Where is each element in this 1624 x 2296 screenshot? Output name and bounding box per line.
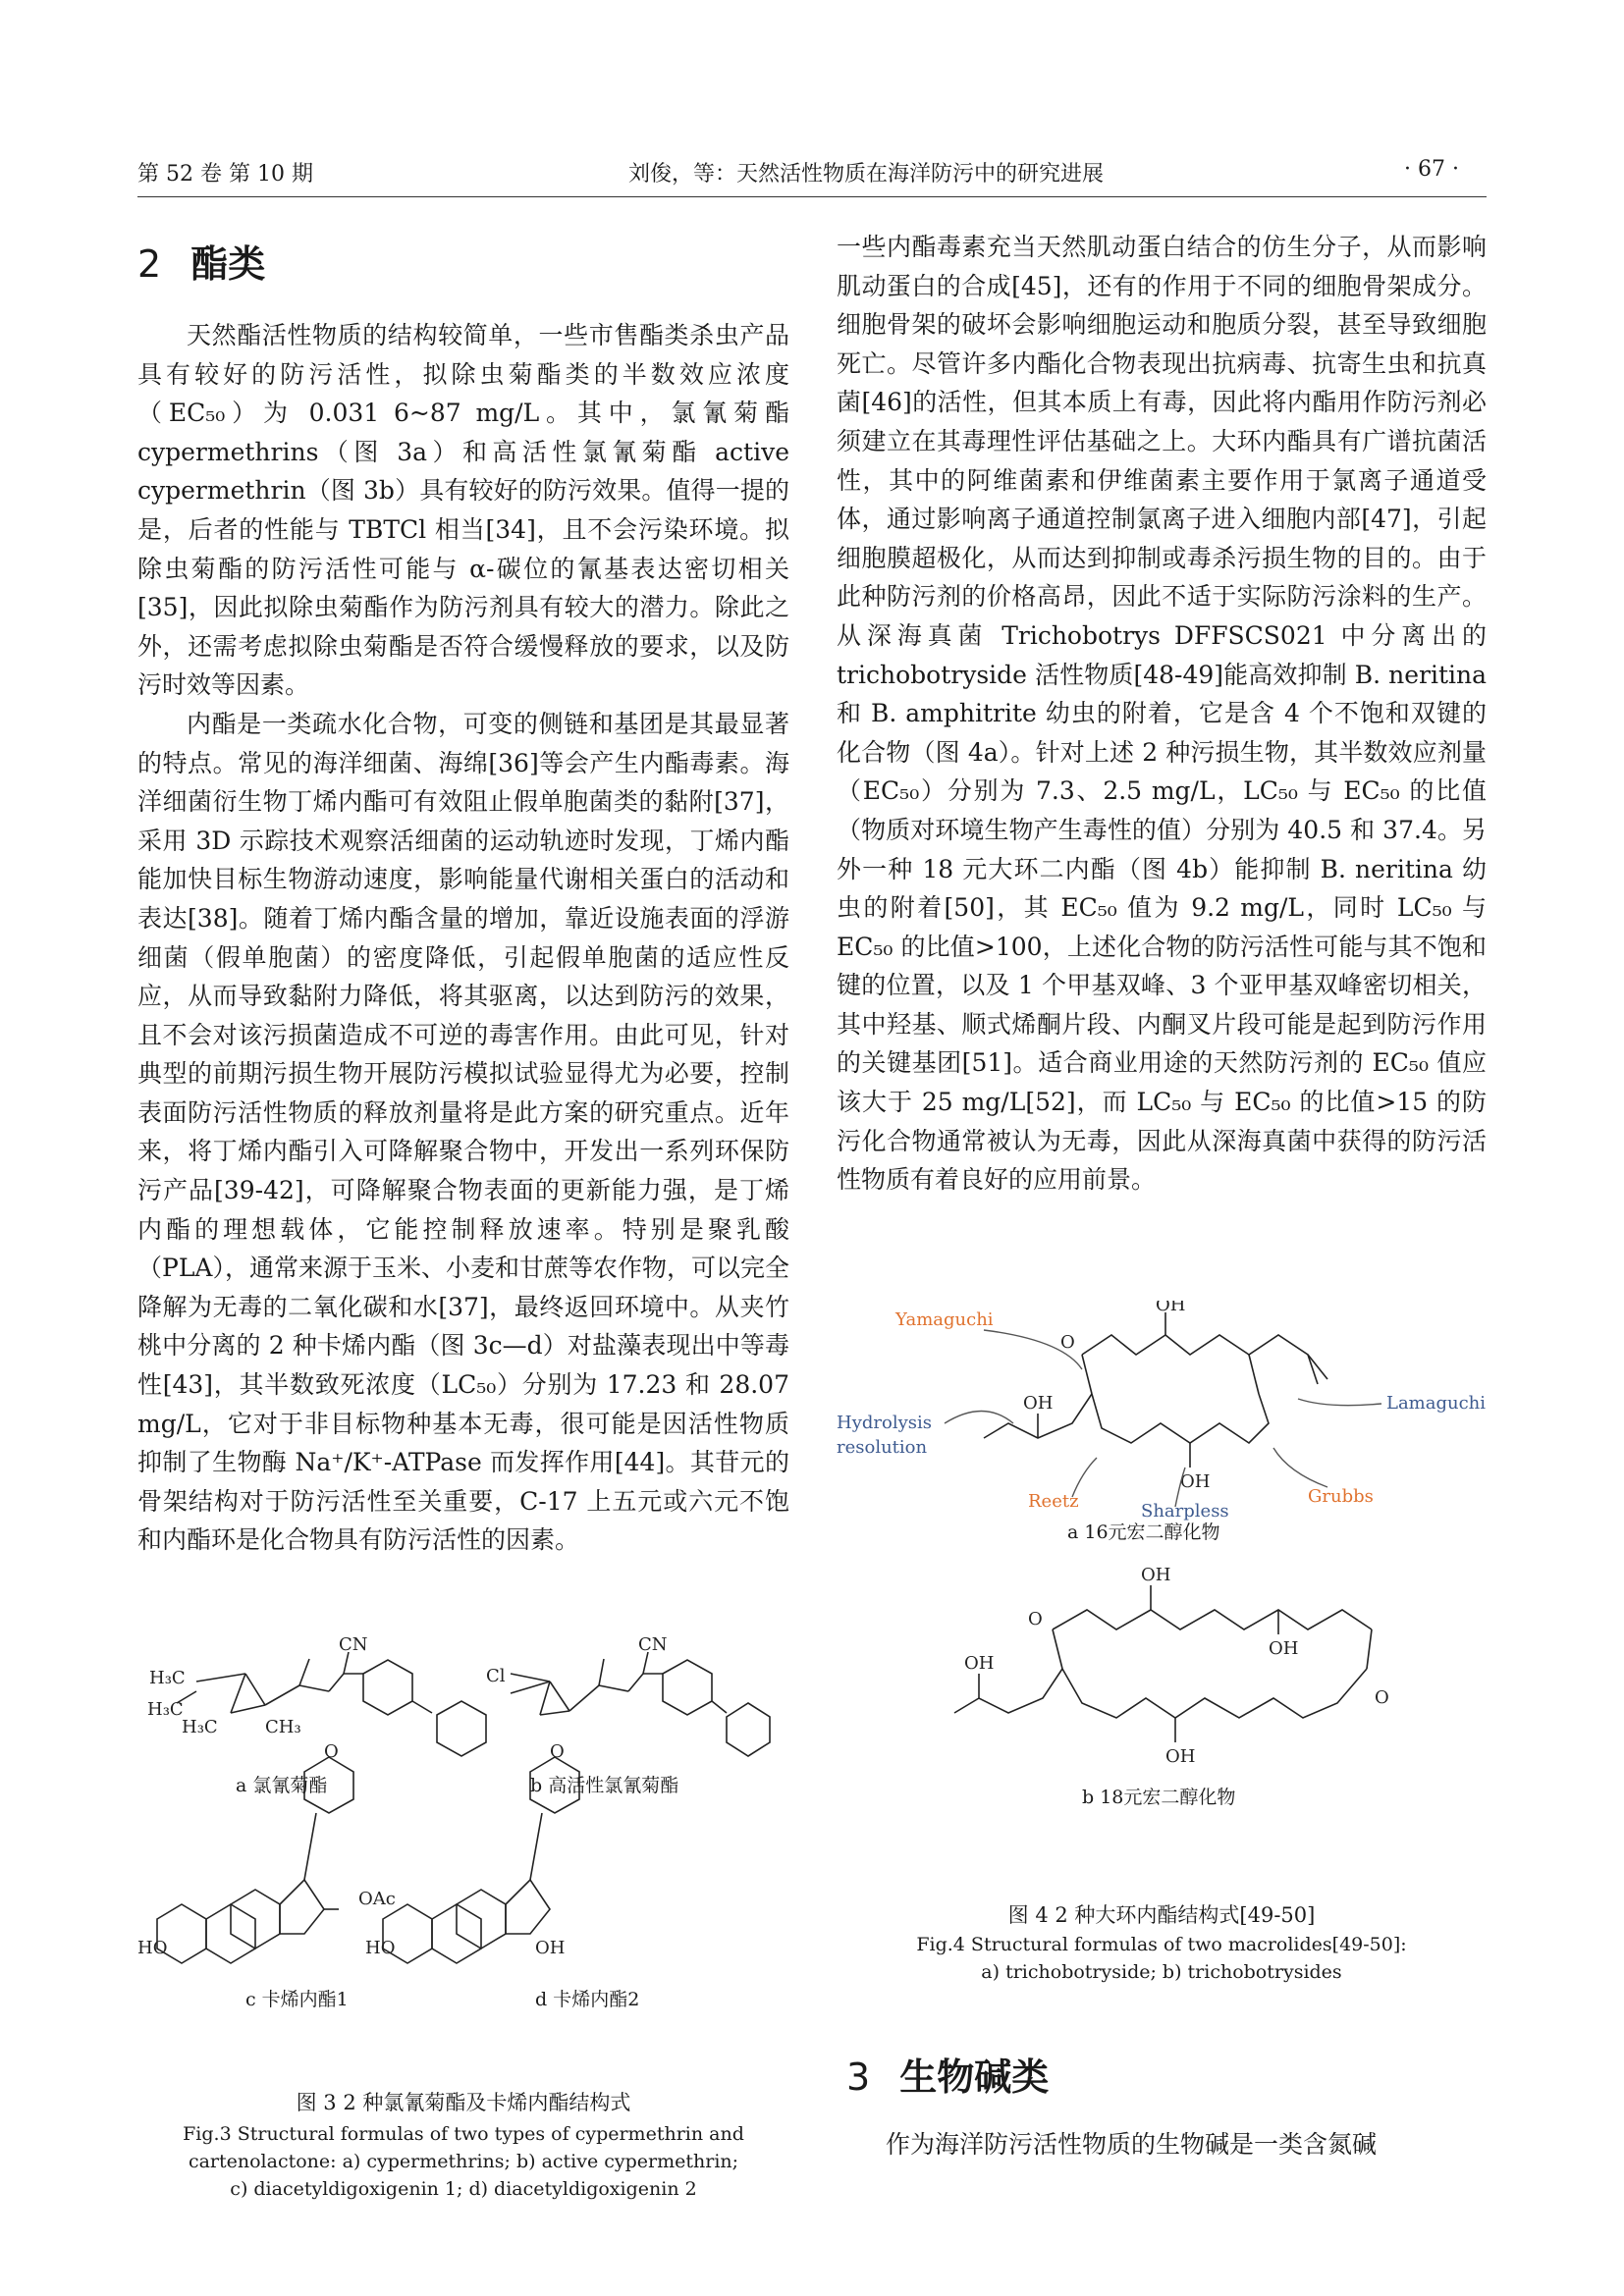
atom-label: H₃C: [149, 1668, 186, 1688]
page-number: · 67 ·: [1404, 157, 1459, 182]
atom-label: OH: [1023, 1393, 1054, 1414]
paragraph: 天然酯活性物质的结构较简单，一些市售酯类杀虫产品具有较好的防污活性，拟除虫菊酯类的半数效应浓度（EC₅₀）为 0.031 6~87 mg/L。其中，氯氰菊酯 cypermethrins（图 3a）和高活性氯氰菊酯 active cypermethrin（图 3b）具有较好的防污效果。值得一提的是，后者的性能与 TBTCl 相当[34]，且不会污染环境。拟除虫菊酯的防污活性可能与 α-碳位的氰基表达密切相关[35]，因此拟除虫菊酯作为防污剂具有较大的潜力。除此之外，还需考虑拟除虫菊酯是否符合缓慢释放的要求，以及防污时效等因素。: [137, 321, 789, 700]
paragraph: 内酯是一类疏水化合物，可变的侧链和基团是其最显著的特点。常见的海洋细菌、海绵[36]等会产生内酯毒素。海洋细菌衍生物丁烯内酯可有效阻止假单胞菌类的黏附[37]，采用 3D 示踪技术观察活细菌的运动轨迹时发现，丁烯内酯能加快目标生物游动速度，影响能量代谢相关蛋白的活动和表达[38]。随着丁烯内酯含量的增加，靠近设施表面的浮游细菌（假单胞菌）的密度降低，引起假单胞菌的适应性反应，从而导致黏附力降低，将其驱离，以达到防污的效果，且不会对该污损菌造成不可逆的毒害作用。由此可见，针对典型的前期污损生物开展防污模拟试验显得尤为必要，控制表面防污活性物质的释放剂量将是此方案的研究重点。近年来，将丁烯内酯引入可降解聚合物中，开发出一系列环保防污产品[39-42]，可降解聚合物表面的更新能力强，是丁烯内酯的理想载体，它能控制释放速率。特别是聚乳酸（PLA），通常来源于玉米、小麦和甘蔗等农作物，可以完全降解为无毒的二氧化碳和水[37]，最终返回环境中。从夹竹桃中分离的 2 种卡烯内酯（图 3c—d）对盐藻表现出中等毒性[43]，其半数致死浓度（LC₅₀）分别为 17.23 和 28.07 mg/L，它对于非目标物种基本无毒，很可能是因活性物质抑制了生物酶 Na⁺/K⁺-ATPase 而发挥作用[44]。其苷元的骨架结构对于防污活性至关重要，C-17 上五元或六元不饱和内酯环是化合物具有防污活性的因素。: [137, 709, 789, 1555]
atom-label: OH: [1141, 1565, 1171, 1585]
atom-label: O: [550, 1741, 565, 1762]
atom-label: H₃C: [147, 1699, 184, 1720]
atom-label: OH: [1269, 1638, 1299, 1659]
atom-label: OH: [1180, 1471, 1211, 1492]
left-column-text: [137, 316, 789, 1560]
running-header-title: 刘俊，等：天然活性物质在海洋防污中的研究进展: [628, 162, 1105, 187]
figure-3-structures: [137, 1634, 789, 2086]
subfigure-label: d 卡烯内酯2: [535, 1989, 640, 2010]
section-title: 酯类: [190, 242, 266, 286]
atom-label: O: [324, 1741, 339, 1762]
atom-label: H₃C: [182, 1717, 218, 1737]
reaction-label: Grubbs: [1308, 1486, 1374, 1507]
caption-line: Fig.4 Structural formulas of two macrolides[49-50]:: [916, 1934, 1407, 1955]
atom-label: CN: [638, 1634, 668, 1655]
atom-label: CH₃: [265, 1717, 301, 1737]
section-number: 3: [846, 2056, 871, 2099]
section-title: 生物碱类: [899, 2056, 1050, 2099]
atom-label: OH: [1156, 1301, 1186, 1315]
figure-3: [137, 1634, 789, 2086]
reaction-label: Sharpless: [1141, 1501, 1229, 1522]
atom-label: O: [1375, 1687, 1389, 1708]
subfigure-label: a 氯氰菊酯: [236, 1775, 328, 1796]
atom-label: O: [1060, 1332, 1075, 1353]
caption-line: c) diacetyldigoxigenin 1; d) diacetyldigoxigenin 2: [230, 2178, 697, 2200]
reaction-label: Lamaguchi: [1386, 1393, 1487, 1414]
subfigure-label: b 18元宏二醇化物: [1082, 1787, 1236, 1808]
paragraph: 一些内酯毒素充当天然肌动蛋白结合的仿生分子，从而影响肌动蛋白的合成[45]，还有的作用于不同的细胞骨架成分。细胞骨架的破坏会影响细胞运动和胞质分裂，甚至导致细胞死亡。尽管许多内酯化合物表现出抗病毒、抗寄生虫和抗真菌[46]的活性，但其本质上有毒，因此将内酯用作防污剂必须建立在其毒理性评估基础之上。大环内酯具有广谱抗菌活性，其中的阿维菌素和伊维菌素主要作用于氯离子通道受体，通过影响离子通道控制氯离子进入细胞内部[47]，引起细胞膜超极化，从而达到抑制或毒杀污损生物的目的。由于此种防污剂的价格高昂，因此不适于实际防污涂料的生产。从深海真菌 Trichobotrys DFFSCS021 中分离出的 trichobotryside 活性物质[48-49]能高效抑制 B. neritina 和 B. amphitrite 幼虫的附着，它是含 4 个不饱和双键的化合物（图 4a）。针对上述 2 种污损生物，其半数效应剂量（EC₅₀）分别为 7.3、2.5 mg/L，LC₅₀ 与 EC₅₀ 的比值（物质对环境生物产生毒性的值）分别为 40.5 和 37.4。另外一种 18 元大环二内酯（图 4b）能抑制 B. neritina 幼虫的附着[50]，其 EC₅₀ 值为 9.2 mg/L，同时 LC₅₀ 与 EC₅₀ 的比值>100，上述化合物的防污活性可能与其不饱和键的位置，以及 1 个甲基双峰、3 个亚甲基双峰密切相关，其中羟基、顺式烯酮片段、内酮叉片段可能是起到防污作用的关键基团[51]。适合商业用途的天然防污剂的 EC₅₀ 值应该大于 25 mg/L[52]，而 LC₅₀ 与 EC₅₀ 的比值>15 的防污化合物通常被认为无毒，因此从深海真菌中获得的防污活性物质有着良好的应用前景。: [837, 233, 1487, 1195]
reaction-label: resolution: [837, 1437, 928, 1458]
header-rule: [137, 196, 1487, 197]
reaction-label: Hydrolysis: [837, 1413, 932, 1433]
atom-label: OAc: [358, 1889, 396, 1909]
caption-line: cartenolactone: a) cypermethrins; b) active cypermethrin;: [188, 2151, 739, 2172]
figure-4: [837, 1301, 1487, 1909]
atom-label: HO: [137, 1938, 168, 1958]
figure-3-caption-cn: 图 3 2 种氯氰菊酯及卡烯内酯结构式: [296, 2091, 631, 2114]
running-header-volume: 第 52 卷 第 10 期: [137, 162, 313, 187]
caption-line: Fig.3 Structural formulas of two types of cypermethrin and: [183, 2123, 744, 2145]
reaction-label: Reetz: [1028, 1491, 1079, 1512]
atom-label: CN: [339, 1634, 368, 1655]
figure-4-structures: [837, 1301, 1487, 1909]
atom-label: Cl: [486, 1666, 506, 1686]
subfigure-label: c 卡烯内酯1: [245, 1989, 349, 2010]
atom-label: O: [1028, 1609, 1043, 1629]
subfigure-label: b 高活性氯氰菊酯: [530, 1775, 679, 1796]
atom-label: HO: [365, 1938, 396, 1958]
section-2-heading: [137, 234, 265, 288]
reaction-label: Yamaguchi: [895, 1309, 994, 1330]
subfigure-label: a 16元宏二醇化物: [1067, 1522, 1220, 1543]
atom-label: OH: [535, 1938, 566, 1958]
atom-label: OH: [964, 1653, 995, 1674]
right-column-text: [837, 228, 1487, 1200]
section-number: 2: [137, 242, 162, 286]
section-3-heading: [846, 2047, 1049, 2101]
paragraph: 作为海洋防污活性物质的生物碱是一类含氮碱: [886, 2130, 1378, 2159]
figure-4-caption-en: [837, 1931, 1487, 1986]
caption-line: a) trichobotryside; b) trichobotrysides: [981, 1961, 1342, 1983]
figure-3-caption-en: [137, 2120, 789, 2203]
right-column-text-bottom: [837, 2125, 1487, 2164]
figure-4-caption-cn: 图 4 2 种大环内酯结构式[49-50]: [1007, 1903, 1316, 1927]
atom-label: OH: [1165, 1746, 1196, 1767]
